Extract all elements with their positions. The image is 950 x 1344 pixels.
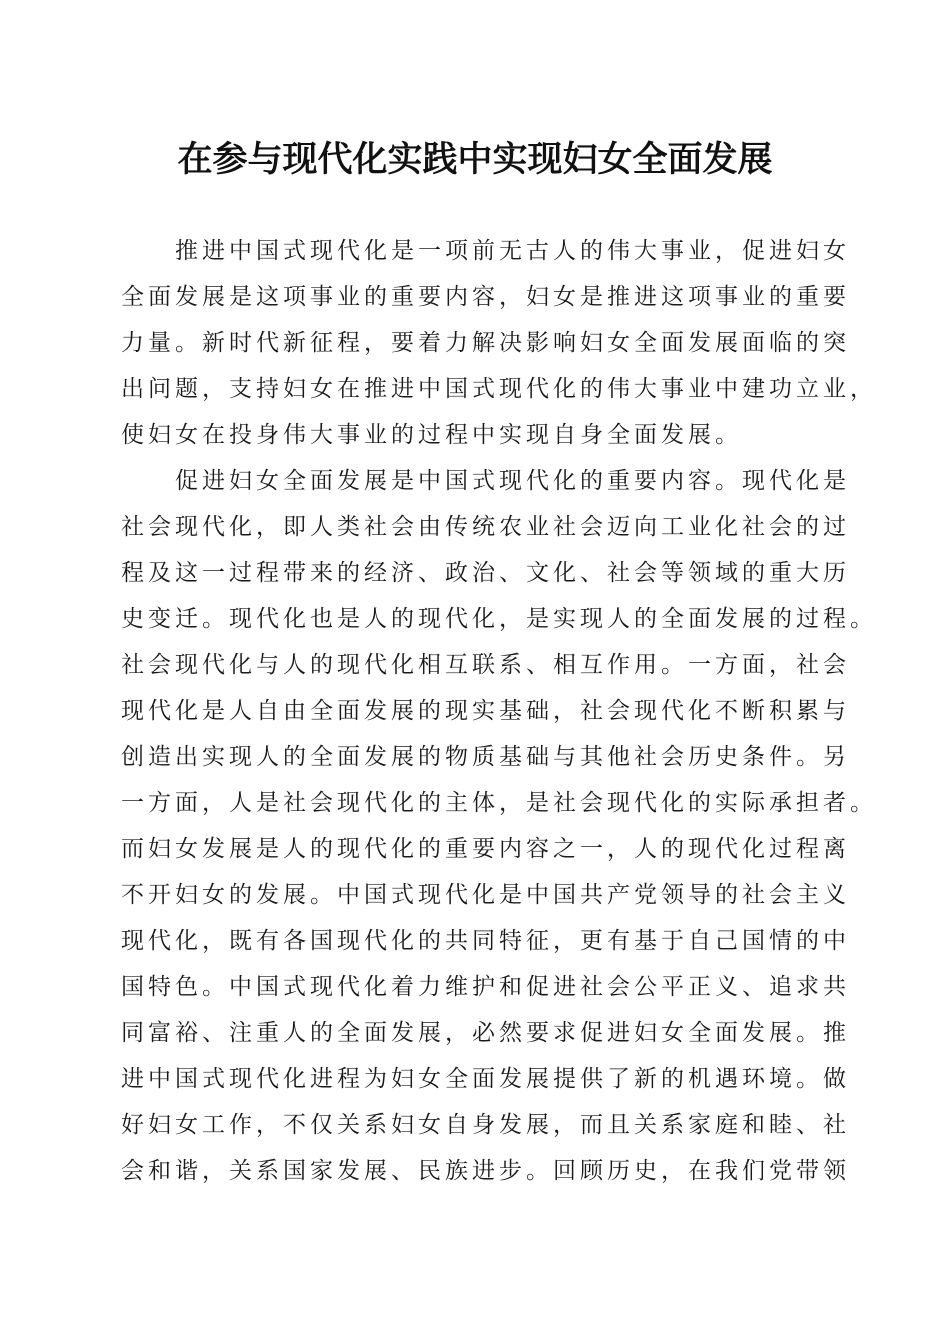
paragraph-line: 推进中国式现代化是一项前无古人的伟大事业，促进妇女 (175, 238, 850, 264)
paragraph-line: 促进妇女全面发展是中国式现代化的重要内容。现代化是 (175, 468, 850, 494)
paragraph-line: 现代化是人自由全面发展的现实基础，社会现代化不断积累与 (121, 698, 850, 724)
paragraph-line: 力量。新时代新征程，要着力解决影响妇女全面发展面临的突 (121, 330, 850, 356)
paragraph-line: 而妇女发展是人的现代化的重要内容之一，人的现代化过程离 (121, 836, 850, 862)
paragraph-line: 社会现代化与人的现代化相互联系、相互作用。一方面，社会 (121, 652, 850, 678)
paragraph-line: 使妇女在投身伟大事业的过程中实现自身全面发展。 (121, 422, 742, 448)
paragraph-line: 程及这一过程带来的经济、政治、文化、社会等领域的重大历 (121, 560, 850, 586)
paragraph-line: 创造出实现人的全面发展的物质基础与其他社会历史条件。另 (121, 744, 850, 770)
paragraph-1 (121, 228, 877, 458)
paragraph-line: 一方面，人是社会现代化的主体，是社会现代化的实际承担者。 (121, 790, 877, 816)
paragraph-line: 好妇女工作，不仅关系妇女自身发展，而且关系家庭和睦、社 (121, 1112, 850, 1138)
paragraph-line: 进中国式现代化进程为妇女全面发展提供了新的机遇环境。做 (121, 1066, 850, 1092)
document-body (121, 228, 877, 1194)
paragraph-line: 社会现代化，即人类社会由传统农业社会迈向工业化社会的过 (121, 514, 850, 540)
paragraph-line: 现代化，既有各国现代化的共同特征，更有基于自己国情的中 (121, 928, 850, 954)
paragraph-line: 会和谐，关系国家发展、民族进步。回顾历史，在我们党带领 (121, 1158, 850, 1184)
paragraph-line: 不开妇女的发展。中国式现代化是中国共产党领导的社会主义 (121, 882, 850, 908)
paragraph-line: 出问题，支持妇女在推进中国式现代化的伟大事业中建功立业， (121, 376, 877, 402)
paragraph-line: 国特色。中国式现代化着力维护和促进社会公平正义、追求共 (121, 974, 850, 1000)
paragraph-line: 同富裕、注重人的全面发展，必然要求促进妇女全面发展。推 (121, 1020, 850, 1046)
paragraph-2 (121, 458, 877, 1194)
paragraph-line: 全面发展是这项事业的重要内容，妇女是推进这项事业的重要 (121, 284, 850, 310)
paragraph-line: 史变迁。现代化也是人的现代化，是实现人的全面发展的过程。 (121, 606, 877, 632)
document-title: 在参与现代化实践中实现妇女全面发展 (177, 139, 773, 180)
